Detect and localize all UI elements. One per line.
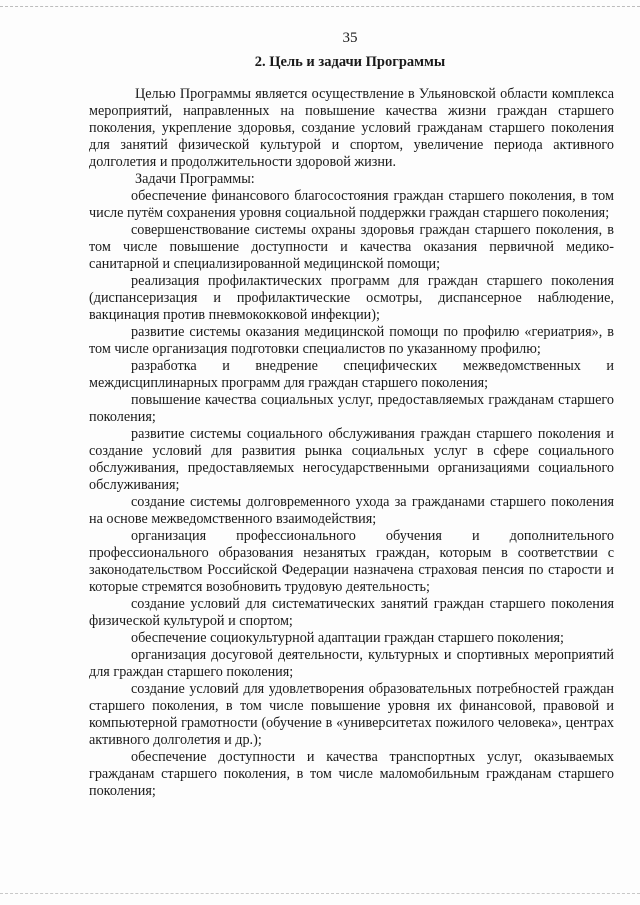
task-item: организация досуговой деятельности, культурных и спортивных мероприятий для граждан старшего поколения; [89, 647, 614, 680]
scan-edge-top [0, 6, 640, 7]
task-item: создание условий для удовлетворения образовательных потребностей граждан старшего поколения, в том числе повышение уровня их финансовой, правовой и компьютерной грамотности (обучение в «университетах пожилого человека», центрах активного долголетия и др.); [89, 681, 614, 748]
task-item: создание условий для систематических занятий граждан старшего поколения физической культурой и спортом; [89, 596, 614, 629]
task-item: организация профессионального обучения и дополнительного профессионального образования незанятых граждан, которым в соответствии с законодательством Российской Федерации назначена страховая пенсия по старости и которые стремятся возобновить трудовую деятельность; [89, 528, 614, 595]
scan-edge-bottom [0, 893, 640, 894]
task-item: обеспечение социокультурной адаптации граждан старшего поколения; [131, 630, 565, 646]
section-body [89, 86, 614, 800]
section-heading: 2. Цель и задачи Программы [254, 54, 446, 70]
task-item: обеспечение доступности и качества транспортных услуг, оказываемых гражданам старшего поколения, в том числе маломобильным гражданам старшего поколения; [89, 749, 614, 799]
task-item: разработка и внедрение специфических межведомственных и междисциплинарных программ для граждан старшего поколения; [89, 358, 614, 391]
task-item: повышение качества социальных услуг, предоставляемых гражданам старшего поколения; [89, 392, 614, 425]
page-number: 35 [342, 30, 358, 46]
paragraph-tasks-intro: Задачи Программы: [135, 171, 255, 187]
task-item: обеспечение финансового благосостояния граждан старшего поколения, в том числе путём сохранения уровня социальной поддержки граждан старшего поколения; [89, 188, 614, 221]
paragraph-goal: Целью Программы является осуществление в Ульяновской области комплекса мероприятий, направленных на повышение качества жизни граждан старшего поколения, укрепление здоровья, создание условий гражданам старшего поколения для занятий физической культурой и спортом, увеличение периода активного долголетия и продолжительности здоровой жизни. [89, 86, 614, 170]
task-item: совершенствование системы охраны здоровья граждан старшего поколения, в том числе повышение доступности и качества оказания первичной медико-санитарной и специализированной медицинской помощи; [89, 222, 614, 272]
task-item: развитие системы оказания медицинской помощи по профилю «гериатрия», в том числе организация подготовки специалистов по указанному профилю; [89, 324, 614, 357]
task-item: реализация профилактических программ для граждан старшего поколения (диспансеризация и профилактические осмотры, диспансерное наблюдение, вакцинация против пневмококковой инфекции); [89, 273, 614, 323]
task-item: развитие системы социального обслуживания граждан старшего поколения и создание условий для развития рынка социальных услуг в сфере социального обслуживания, предоставляемых негосударственными организациями социального обслуживания; [89, 426, 614, 493]
task-item: создание системы долговременного ухода за гражданами старшего поколения на основе межведомственного взаимодействия; [89, 494, 614, 527]
